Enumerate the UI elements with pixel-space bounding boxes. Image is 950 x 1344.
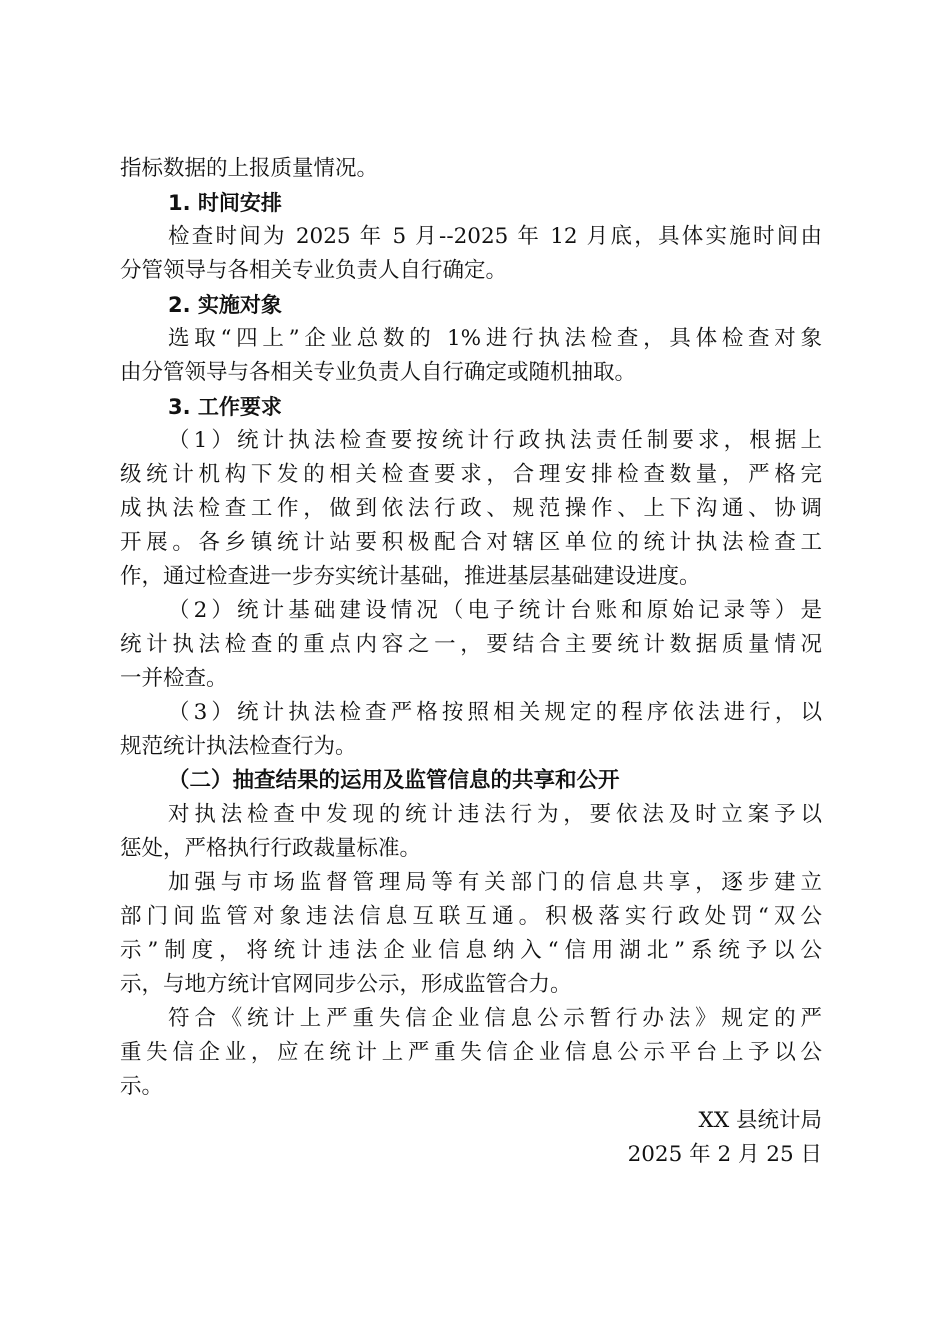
body-line: 加强与市场监督管理局等有关部门的信息共享，逐步建立 bbox=[168, 870, 822, 895]
section-heading-target: 2. 实施对象 bbox=[168, 293, 282, 317]
body-line: （3）统计执法检查严格按照相关规定的程序依法进行，以 bbox=[168, 700, 822, 725]
body-line: 规范统计执法检查行为。 bbox=[120, 734, 357, 759]
body-line: 统计执法检查的重点内容之一，要结合主要统计数据质量情况 bbox=[120, 632, 822, 657]
body-line: 一并检查。 bbox=[120, 666, 228, 691]
signature-org: XX 县统计局 bbox=[698, 1108, 822, 1133]
body-line: 级统计机构下发的相关检查要求，合理安排检查数量，严格完 bbox=[120, 462, 822, 487]
signature-date: 2025 年 2 月 25 日 bbox=[627, 1142, 822, 1167]
body-line: （1）统计执法检查要按统计行政执法责任制要求，根据上 bbox=[168, 428, 822, 453]
body-line: 示。 bbox=[120, 1074, 164, 1099]
body-line: 作，通过检查进一步夯实统计基础，推进基层基础建设进度。 bbox=[120, 564, 701, 589]
section-heading-requirements: 3. 工作要求 bbox=[168, 395, 282, 419]
body-line: 惩处，严格执行行政裁量标准。 bbox=[120, 836, 422, 861]
body-line: 检查时间为 2025 年 5 月--2025 年 12 月底，具体实施时间由 bbox=[168, 224, 822, 249]
document-page bbox=[120, 152, 822, 1172]
section-subheading: （二）抽查结果的运用及监管信息的共享和公开 bbox=[168, 768, 620, 793]
body-line: 对执法检查中发现的统计违法行为，要依法及时立案予以 bbox=[168, 802, 822, 827]
body-line: 指标数据的上报质量情况。 bbox=[120, 156, 379, 181]
body-line: 重失信企业，应在统计上严重失信企业信息公示平台上予以公 bbox=[120, 1040, 822, 1065]
body-line: 示”制度，将统计违法企业信息纳入“信用湖北”系统予以公 bbox=[120, 938, 822, 963]
body-line: 选取“四上”企业总数的 1%进行执法检查，具体检查对象 bbox=[168, 326, 822, 351]
section-heading-time: 1. 时间安排 bbox=[168, 191, 282, 215]
body-line: 示，与地方统计官网同步公示，形成监管合力。 bbox=[120, 972, 572, 997]
body-line: 分管领导与各相关专业负责人自行确定。 bbox=[120, 258, 508, 283]
body-line: 成执法检查工作，做到依法行政、规范操作、上下沟通、协调 bbox=[120, 496, 822, 521]
body-line: 部门间监管对象违法信息互联互通。积极落实行政处罚“双公 bbox=[120, 904, 822, 929]
body-line: 开展。各乡镇统计站要积极配合对辖区单位的统计执法检查工 bbox=[120, 530, 822, 555]
body-line: 由分管领导与各相关专业负责人自行确定或随机抽取。 bbox=[120, 360, 637, 385]
body-line: （2）统计基础建设情况（电子统计台账和原始记录等）是 bbox=[168, 598, 822, 623]
body-line: 符合《统计上严重失信企业信息公示暂行办法》规定的严 bbox=[168, 1006, 822, 1031]
